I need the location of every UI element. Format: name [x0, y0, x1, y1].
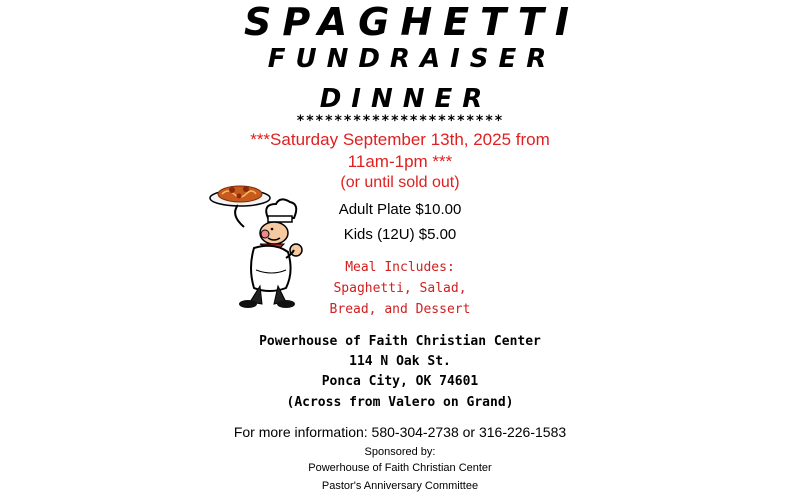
event-date-line-3: (or until sold out) [340, 174, 460, 191]
title-line-2: FUNDRAISER [267, 44, 557, 74]
venue-street: 114 N Oak St. [349, 354, 451, 369]
venue-note: (Across from Valero on Grand) [286, 395, 514, 410]
sponsor-org: Powerhouse of Faith Christian Center [308, 462, 492, 474]
chef-with-spaghetti-icon [208, 178, 308, 310]
kids-price: Kids (12U) $5.00 [343, 226, 457, 243]
event-date-line-2: 11am-1pm *** [347, 152, 453, 171]
star-divider: ********************** [296, 113, 504, 129]
title-line-1: SPAGHETTI [244, 0, 580, 44]
meal-line-2: Bread, and Dessert [329, 302, 471, 317]
sponsor-committee: Pastor's Anniversary Committee [321, 480, 479, 492]
sponsor-label: Sponsored by: [364, 446, 436, 458]
event-date-line-1: ***Saturday September 13th, 2025 from [250, 130, 550, 149]
contact-info: For more information: 580-304-2738 or 316-226-1583 [233, 424, 567, 440]
title-line-3: DINNER [319, 84, 493, 114]
adult-price: Adult Plate $10.00 [338, 201, 462, 218]
meal-heading: Meal Includes: [345, 260, 455, 275]
meal-line-1: Spaghetti, Salad, [333, 281, 467, 296]
venue-name: Powerhouse of Faith Christian Center [259, 334, 541, 349]
venue-city: Ponca City, OK 74601 [321, 374, 479, 389]
